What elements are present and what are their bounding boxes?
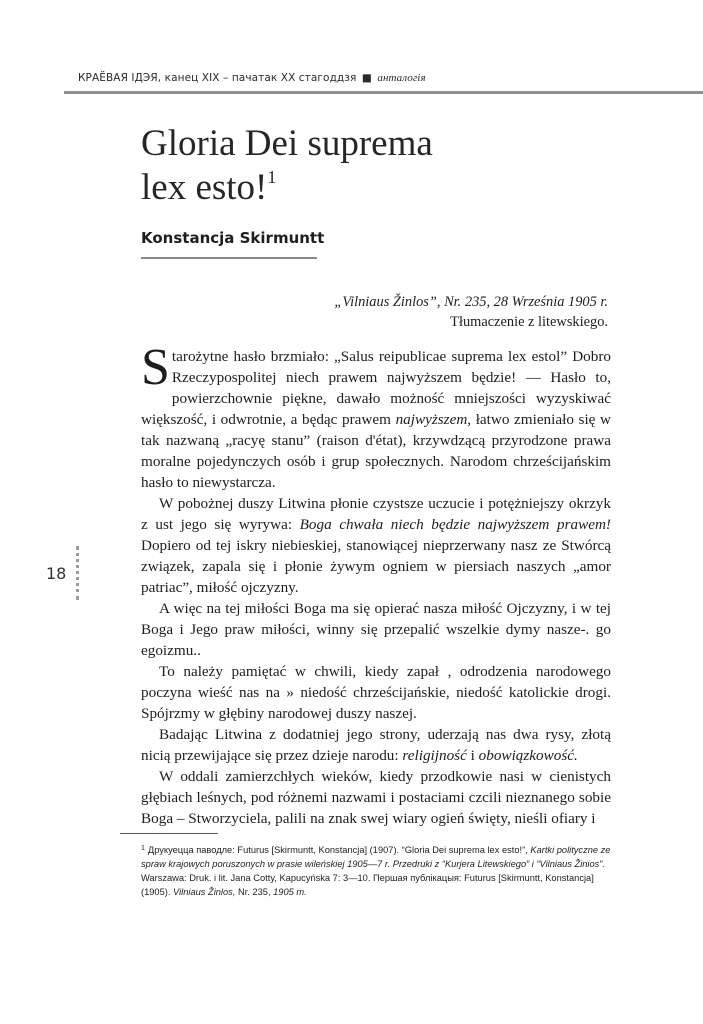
footnote-text-1: Друкуецца паводле: Futurus [Skirmuntt, Konstancja] (1907). “Gloria Dei suprema lex esto!”, [147, 845, 531, 855]
footnote-mark: 1 [141, 845, 145, 852]
paragraph-1-text-2: łatwo zmieniało się w tak nazwaną „racyę stanu” (raison d'état), krzywdzącą przyrodzone prawa moralne pojedynczych osób i grup społecznych. Narodom chrześcijańskim hasło to niewystarcza. [141, 411, 611, 491]
article-title [141, 122, 433, 210]
footnote-text-2: Warszawa: Druk. i lit. Jana Cotty, Kapucyńska 7: 3—10. Першая публікацыя: Futurus [Skirmuntt, Konstancja] (1905). [141, 873, 594, 897]
paragraph-5-emphasis-2: obowiązkowość. [478, 747, 578, 764]
footnote-text-3: Nr. 235, [235, 887, 274, 897]
footnote-italic-3: 1905 m. [273, 887, 307, 897]
footnote-italic-2: Vilniaus Žinlos, [173, 887, 236, 897]
paragraph-2-text-2: Dopiero od tej iskry niebieskiej, stanowiącej nieprzerwany nasz ze Stwórcą związek, zapala się i płonie żywym ogniem w piersiach naszych „amor patriac”, miłość ojczyzny. [141, 537, 611, 596]
header-separator: ■ [361, 72, 372, 84]
page-number: 18 [46, 564, 67, 583]
header-rule [64, 91, 703, 94]
running-header [78, 72, 426, 84]
footnote [141, 842, 611, 899]
paragraph-3: A więc na tej miłości Boga ma się opierać nasza miłość Ojczyzny, i w tej Boga i Jego praw miłości, winny się przepalić wszelkie dymy nasze-. go egoizmu.. [141, 600, 611, 659]
paragraph-6: W oddali zamierzchłych wieków, kiedy przodkowie nasi w cienistych głębiach leśnych, pod różnemi nazwami i postaciami czcili nieznanego sobie Boga – Stworzyciela, palili na znak swej wiary ogień święty, nieśli ofiary i [141, 768, 611, 827]
paragraph-2 [141, 493, 611, 598]
margin-dotted-rule [76, 546, 79, 600]
paragraph-1-emphasis: najwyższem, [395, 411, 472, 428]
title-line-1: Gloria Dei suprema [141, 123, 433, 164]
source-note [334, 292, 608, 332]
translation-note: Tłumaczenie z litewskiego. [450, 314, 608, 330]
author-name: Konstancja Skirmuntt [141, 229, 325, 247]
paragraph-4: To należy pamiętać w chwili, kiedy zapał , odrodzenia narodowego poczyna wieść nas na » niedość chrześcijańskie, niedość katolickie drogi. Spójrzmy w głębiny narodowej duszy naszej. [141, 663, 611, 722]
paragraph-5-text: Badając Litwina z dodatniej jego strony, uderzają nas dwa rysy, złotą nicią przewijające się przez dzieje narodu: [141, 726, 611, 764]
paragraph-5-conj: i [466, 747, 479, 764]
source-citation: „Vilniaus Žinlos”, Nr. 235, 28 Września 1905 r. [334, 294, 608, 310]
title-line-2: lex esto! [141, 167, 268, 208]
paragraph-2-emphasis: Boga chwała niech będzie najwyższem prawem! [299, 516, 611, 533]
header-section: анталогія [377, 72, 426, 84]
article-body [141, 339, 611, 829]
author-rule [141, 257, 317, 259]
header-title: КРАЁВАЯ ІДЭЯ, канец ХІХ – пачатак ХХ стагоддзя [78, 72, 357, 84]
footnote-rule [120, 833, 218, 834]
title-footnote-ref: 1 [267, 167, 277, 187]
paragraph-1-text: tarożytne hasło brzmiało: „Salus reipublicae suprema lex estol” Dobro Rzeczypospolitej niech prawem najwyższem będzie! — Hasło to, powierzchownie piękne, dawało możność mniejszości wyzyskiwać większość, i odwrotnie, a będąc prawem [141, 348, 611, 428]
footnote-italic-1: Kartki polityczne ze spraw krajowych poruszonych w prasie wileńskiej 1905—7 r. Przedruki z “Kurjera Litewskiego” i “Vilniaus Žinios”. [141, 845, 611, 869]
drop-cap: S [141, 339, 170, 396]
paragraph-2-text: W pobożnej duszy Litwina płonie czystsze uczucie i potężniejszy okrzyk z ust jego się wyrywa: [141, 495, 611, 533]
paragraph-5-emphasis-1: religijność [402, 747, 467, 764]
paragraph-5 [141, 724, 611, 766]
paragraph-1 [141, 339, 611, 493]
